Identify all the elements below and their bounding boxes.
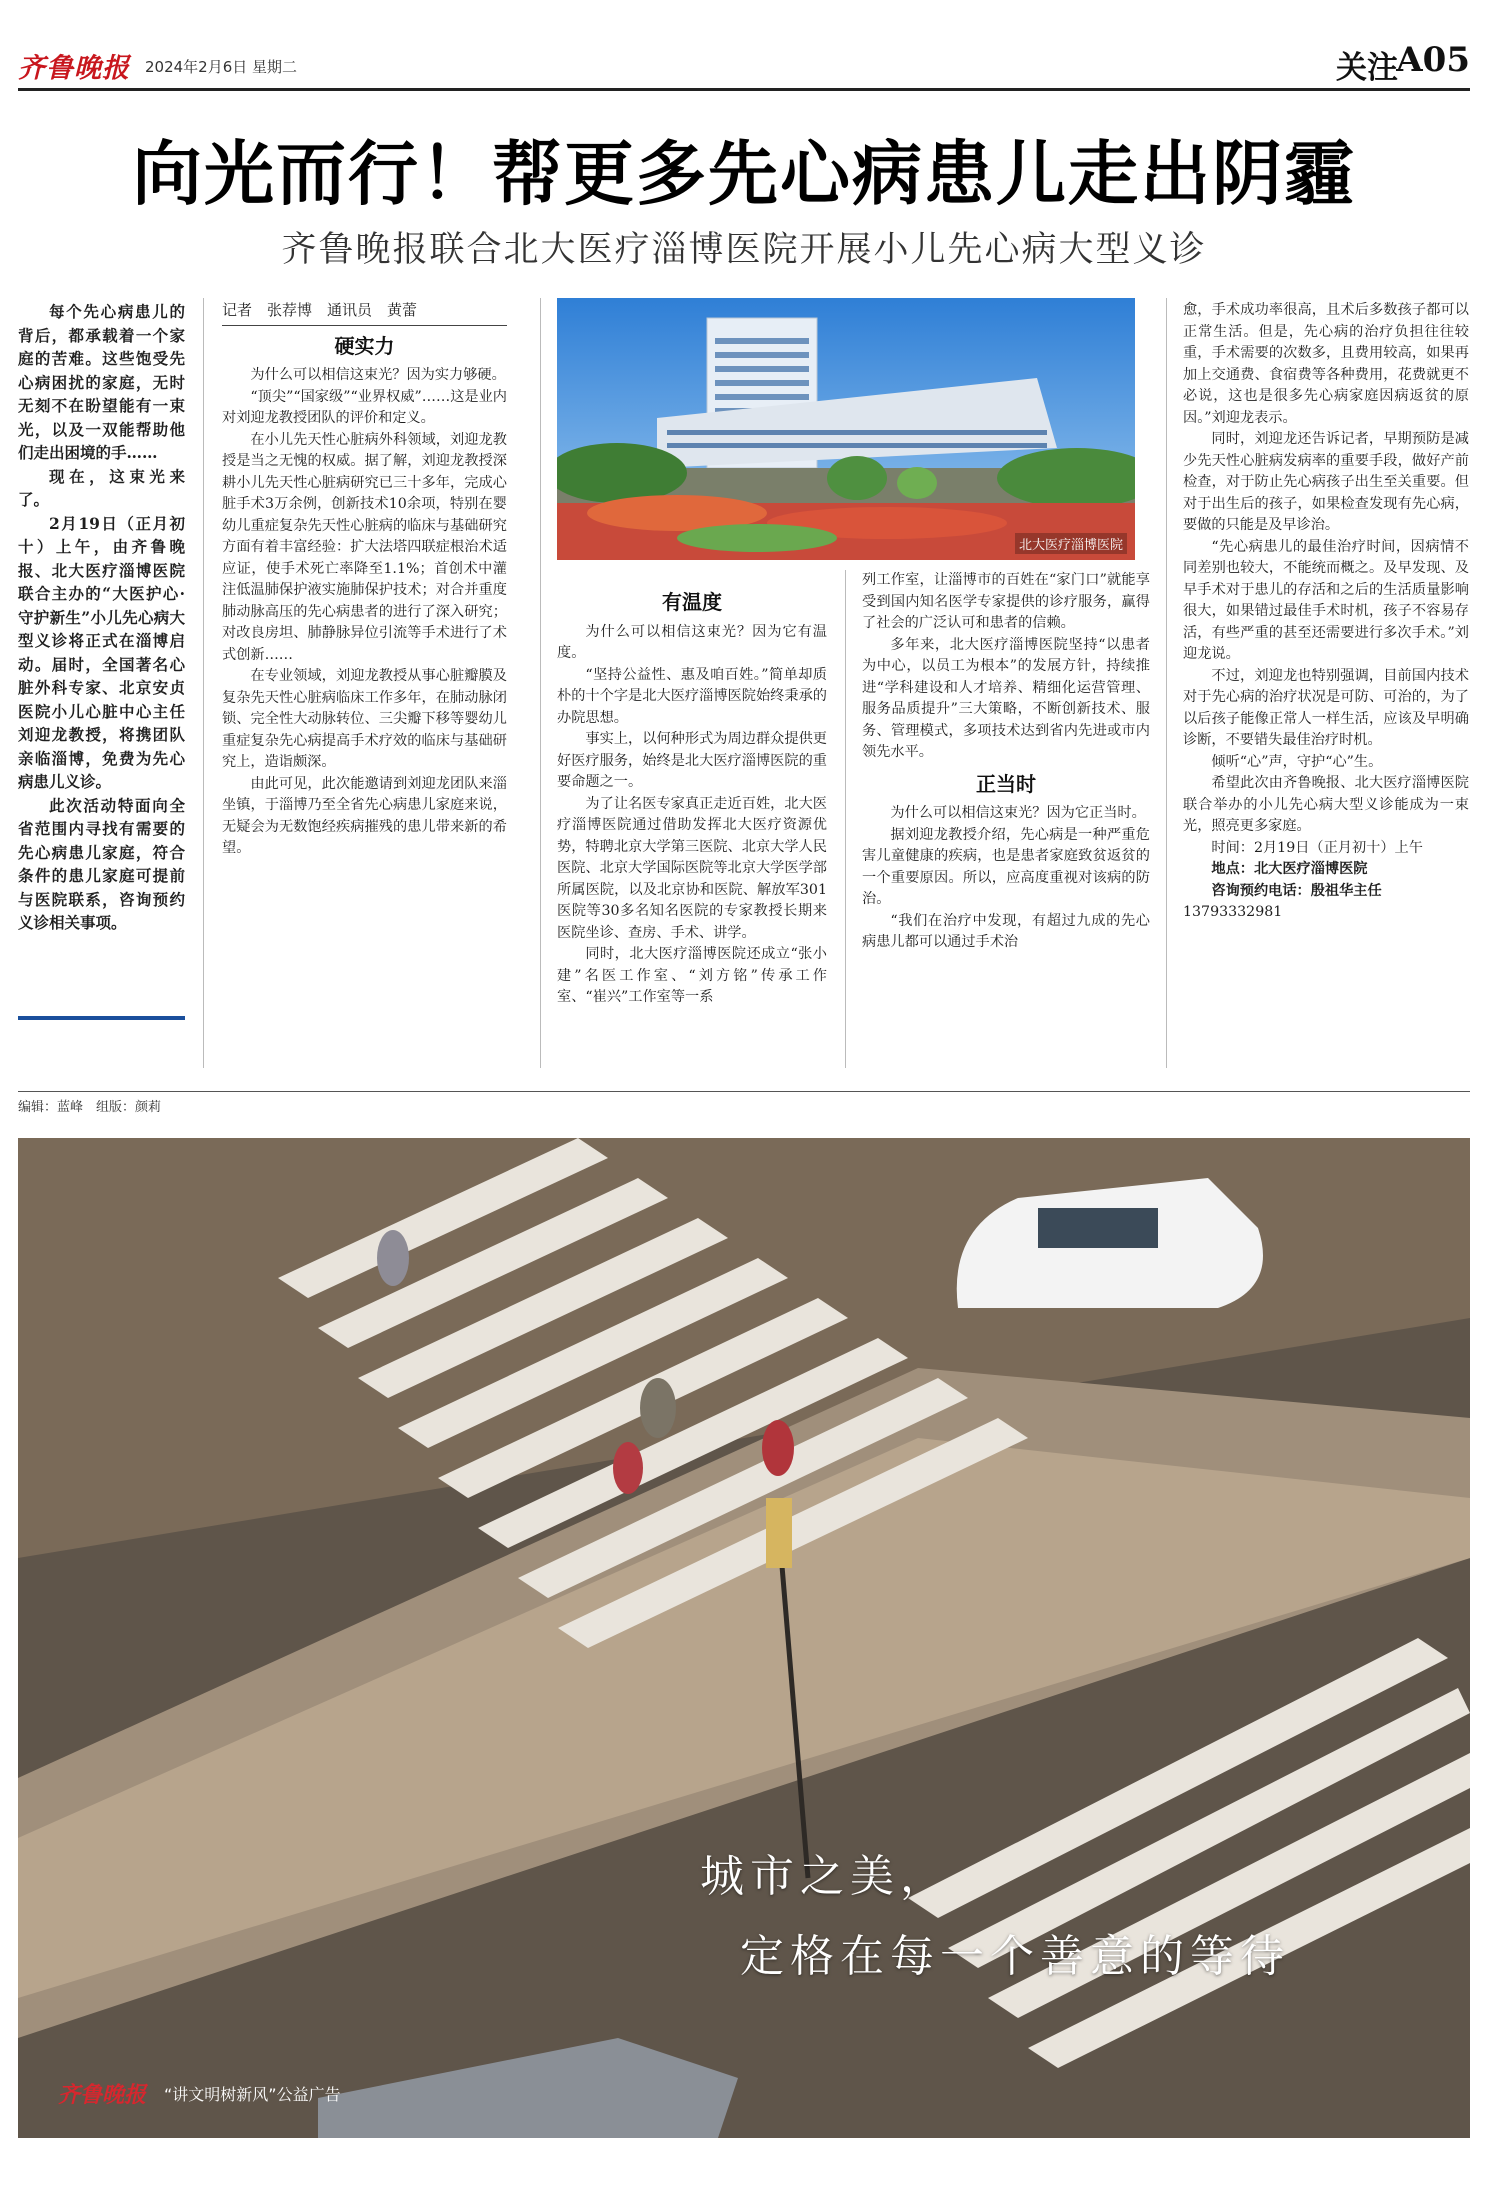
- editor-credits: 编辑：蓝峰 组版：颜莉: [18, 1100, 162, 1115]
- body-paragraph: 希望此次由齐鲁晚报、北大医疗淄博医院联合举办的小儿先心病大型义诊能成为一束光，照亮更多家庭。: [1183, 775, 1469, 834]
- issue-weekday: 星期二: [252, 58, 298, 76]
- column-divider: [203, 298, 204, 1068]
- article-column-3: [557, 582, 827, 1009]
- article-footer-rule: [18, 1091, 1470, 1092]
- body-paragraph: 同时，北大医疗淄博医院还成立“张小建”名医工作室、“刘方铭”传承工作室、“崔兴”工作室等一系: [557, 946, 827, 1005]
- ad-campaign-label: “讲文明树新风”公益广告: [164, 2085, 341, 2104]
- body-paragraph: 不过，刘迎龙也特别强调，目前国内技术对于先心病的治疗状况是可防、可治的，为了以后孩子能像正常人一样生活，应该及早明确诊断，不要错失最佳治疗时机。: [1183, 667, 1469, 748]
- body-paragraph: 由此可见，此次能邀请到刘迎龙团队来淄坐镇，于淄博乃至全省先心病患儿家庭来说，无疑会为无数饱经疾病摧残的患儿带来新的希望。: [222, 775, 507, 856]
- column-divider: [1166, 298, 1167, 1068]
- article-column-2: [222, 300, 507, 860]
- body-paragraph: 为什么可以相信这束光？因为它有温度。: [557, 623, 827, 661]
- contact-label: 咨询预约电话：殷祖华主任: [1211, 882, 1382, 899]
- body-paragraph: 在专业领域，刘迎龙教授从事心脏瓣膜及复杂先天性心脏病临床工作多年，在肺动脉闭锁、完全性大动脉转位、三尖瓣下移等婴幼儿重症复杂先心病提高手术疗效的临床与基础研究上，造诣颇深。: [222, 668, 507, 770]
- article-column-4: [862, 570, 1150, 954]
- event-time: 时间：2月19日（正月初十）上午: [1211, 839, 1423, 856]
- body-paragraph: 同时，刘迎龙还告诉记者，早期预防是减少先天性心脏病发病率的重要手段，做好产前检查，对于防止先心病孩子出生至关重要。但对于出生后的孩子，如果检查发现有先心病，要做的只能是及早诊治。: [1183, 431, 1469, 533]
- intro-paragraph: 每个先心病患儿的背后，都承载着一个家庭的苦难。这些饱受先心病困扰的家庭，无时无刻不在盼望能有一束光，以及一双能帮助他们走出困境的手……: [18, 302, 185, 462]
- issue-date: 2024年2月6日: [145, 58, 248, 76]
- body-paragraph: 在小儿先天性心脏病外科领域，刘迎龙教授是当之无愧的权威。据了解，刘迎龙教授深耕小儿先天性心脏病研究已三十多年，完成心脏手术3万余例，创新技术10余项，特别在婴幼儿重症复杂先天性心脏病的临床与基础研究方面有着丰富经验：扩大法塔四联症根治术适应证，使手术死亡率降至1.1%；首创术中灌注低温肺保护液实施肺保护技术；对合并重度肺动脉高压的先心病患者的进行了深入研究；对改良房坦、肺静脉异位引流等手术进行了术式创新……: [222, 431, 507, 663]
- ad-brand-logo: 齐鲁晚报: [58, 2082, 147, 2108]
- section-heading-hard-power: 硬实力: [334, 333, 395, 358]
- article-subheadline: 齐鲁晚报联合北大医疗淄博医院开展小儿先心病大型义诊: [281, 230, 1207, 270]
- body-paragraph: “顶尖”“国家级”“业界权威”……这是业内对刘迎龙教授团队的评价和定义。: [222, 388, 507, 426]
- body-paragraph: 事实上，以何种形式为周边群众提供更好医疗服务，始终是北大医疗淄博医院的重要命题之一。: [557, 731, 827, 790]
- body-paragraph: 为什么可以相信这束光？因为实力够硬。: [250, 367, 506, 383]
- body-paragraph: 为什么可以相信这束光？因为它正当时。: [890, 805, 1146, 821]
- body-paragraph: 为了让名医专家真正走近百姓，北大医疗淄博医院通过借助发挥北大医疗资源优势，特聘北京大学第三医院、北京大学人民医院、北京大学国际医院等北京大学医学部所属医院，以及北京协和医院、解放军301医院等30多名知名医院的专家教授长期来医院坐诊、查房、手术、讲学。: [557, 795, 827, 941]
- event-place: 地点：北大医疗淄博医院: [1211, 861, 1368, 877]
- intro-bottom-rule: [18, 1016, 185, 1020]
- body-paragraph: 据刘迎龙教授介绍，先心病是一种严重危害儿童健康的疾病，也是患者家庭致贫返贫的一个重要原因。所以，应高度重视对该病的防治。: [862, 826, 1150, 907]
- contact-phone: 13793332981: [1183, 904, 1283, 920]
- body-paragraph: 多年来，北大医疗淄博医院坚持“以患者为中心，以员工为根本”的发展方针，持续推进“学科建设和人才培养、精细化运营管理、服务品质提升”三大策略，不断创新技术、服务、管理模式，多项技术达到省内先进或市内领先水平。: [862, 636, 1150, 760]
- byline: 记者 张荐博 通讯员 黄蕾: [222, 300, 507, 326]
- photo-caption: 北大医疗淄博医院: [1015, 533, 1127, 554]
- intro-paragraph: 现在，这束光来了。: [18, 466, 185, 509]
- intro-paragraph: 2月19日（正月初十）上午，由齐鲁晚报、北大医疗淄博医院联合主办的“大医护心·守护新生”小儿先心病大型义诊将正式在淄博启动。届时，全国著名心脏外科专家、北京安贞医院小儿心脏中心主任刘迎龙教授，将携团队亲临淄博，免费为先心病患儿义诊。: [18, 513, 185, 791]
- hospital-illustration: [557, 298, 1135, 560]
- header-divider: [18, 88, 1470, 91]
- body-paragraph: “我们在治疗中发现，有超过九成的先心病患儿都可以通过手术治: [862, 912, 1150, 950]
- body-paragraph: “先心病患儿的最佳治疗时间，因病情不同差别也较大，不能统而概之。及早发现、及早手术对于患儿的存活和之后的生活质量影响很大，如果错过最佳手术时机，孩子不容易存活，有些严重的甚至还需要进行多次手术。”刘迎龙说。: [1183, 538, 1469, 662]
- intro-column: [18, 300, 185, 935]
- page-number: A05: [1396, 40, 1470, 80]
- section-heading-timely: 正当时: [976, 771, 1036, 796]
- hospital-photo: [557, 298, 1135, 560]
- body-paragraph: 列工作室，让淄博市的百姓在“家门口”就能享受到国内知名医学专家提供的诊疗服务，赢得了社会的广泛认可和患者的信赖。: [862, 572, 1150, 631]
- article-headline: 向光而行！帮更多先心病患儿走出阴霾: [132, 132, 1356, 215]
- article-column-5: [1183, 300, 1469, 924]
- crosswalk-illustration: [18, 1138, 1470, 2138]
- column-divider: [540, 298, 541, 1068]
- public-service-ad-photo: [18, 1138, 1470, 2138]
- intro-paragraph: 此次活动特面向全省范围内寻找有需要的先心病患儿家庭，符合条件的患儿家庭可提前与医院联系，咨询预约义诊相关事项。: [18, 795, 185, 932]
- column-divider: [845, 570, 846, 1068]
- body-paragraph: 倾听“心”声，守护“心”生。: [1211, 753, 1383, 770]
- section-label: 关注: [1336, 50, 1398, 86]
- ad-slogan-line-2: 定格在每一个善意的等待: [740, 1931, 1290, 1982]
- ad-slogan-line-1: 城市之美，: [700, 1851, 950, 1902]
- body-paragraph: 愈，手术成功率很高，且术后多数孩子都可以正常生活。但是，先心病的治疗负担往往较重，手术需要的次数多，且费用较高，如果再加上交通费、食宿费等各种费用，花费就更不必说，这也是很多先心病家庭因病返贫的原因。”刘迎龙表示。: [1183, 302, 1469, 426]
- body-paragraph: “坚持公益性、惠及咱百姓。”简单却质朴的十个字是北大医疗淄博医院始终秉承的办院思想。: [557, 666, 827, 726]
- section-heading-warmth: 有温度: [662, 590, 722, 614]
- newspaper-masthead: 齐鲁晚报: [18, 53, 130, 84]
